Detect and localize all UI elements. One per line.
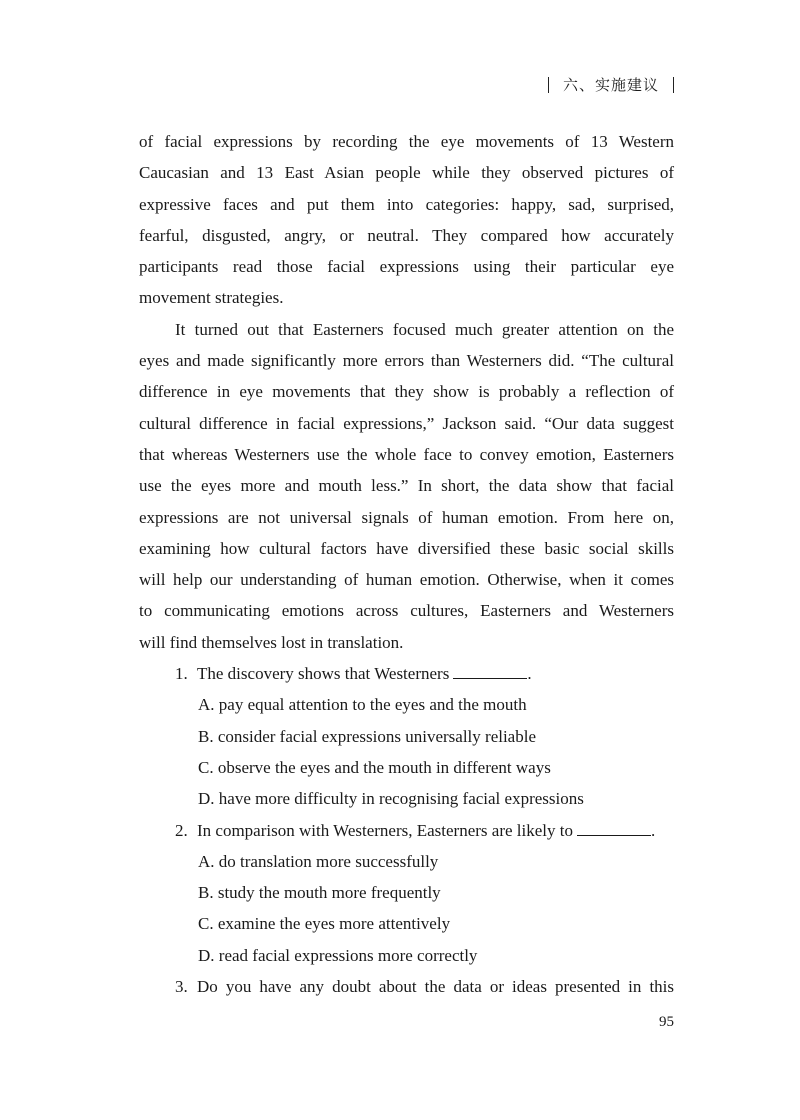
page-body	[139, 126, 674, 1002]
text-line: cultural difference in facial expressions,” Jackson said. “Our data suggest	[139, 413, 674, 433]
text-line: difference in eye movements that they show is probably a reflection of	[139, 382, 674, 402]
answer-blank	[577, 818, 651, 836]
text-line: It turned out that Easterners focused much greater attention on the	[175, 319, 674, 339]
paragraph-continued	[139, 126, 674, 314]
question-stem-text: In comparison with Westerners, Easterners are likely to	[197, 820, 573, 840]
question-number: 3.	[175, 977, 188, 997]
question-text	[197, 815, 674, 846]
page-number: 95	[659, 1014, 674, 1030]
option-c: C. examine the eyes more attentively	[198, 914, 451, 934]
question-stem	[139, 971, 674, 1002]
question-text	[197, 658, 674, 689]
text-line: use the eyes more and mouth less.” In short, the data show that facial	[139, 476, 674, 496]
option-b: B. consider facial expressions universally reliable	[198, 726, 536, 746]
header-divider-left	[548, 77, 549, 93]
option-a: A. pay equal attention to the eyes and the mouth	[198, 695, 527, 715]
question-stem-text: The discovery shows that Westerners	[197, 664, 450, 684]
question-number: 1.	[175, 664, 188, 684]
question-2	[139, 815, 674, 971]
section-title: 六、实施建议	[562, 76, 659, 94]
question-text: Do you have any doubt about the data or ideas presented in this	[197, 977, 674, 997]
text-line: expressive faces and put them into categories: happy, sad, surprised,	[139, 194, 674, 214]
question-stem	[139, 658, 674, 689]
paragraph	[139, 314, 674, 658]
text-line: movement strategies.	[139, 288, 284, 308]
text-line: participants read those facial expressions using their particular eye	[139, 257, 674, 277]
question-1	[139, 658, 674, 814]
text-line: to communicating emotions across cultures, Easterners and Westerners	[139, 601, 674, 621]
question-stem-end: .	[650, 820, 656, 840]
option-d: D. have more difficulty in recognising facial expressions	[198, 789, 584, 809]
text-line: fearful, disgusted, angry, or neutral. They compared how accurately	[139, 225, 674, 245]
question-3	[139, 971, 674, 1002]
text-line: Caucasian and 13 East Asian people while they observed pictures of	[139, 163, 674, 183]
option-a: A. do translation more successfully	[198, 851, 439, 871]
option-b: B. study the mouth more frequently	[198, 883, 441, 903]
text-line: examining how cultural factors have diversified these basic social skills	[139, 538, 674, 558]
question-list	[139, 658, 674, 1002]
text-line: that whereas Westerners use the whole face to convey emotion, Easterners	[139, 444, 674, 464]
text-line: will help our understanding of human emotion. Otherwise, when it comes	[139, 570, 674, 590]
question-stem-end: .	[527, 664, 532, 684]
text-line: will find themselves lost in translation.	[139, 632, 404, 652]
running-header	[548, 74, 674, 95]
answer-blank	[453, 661, 527, 679]
question-number: 2.	[175, 820, 188, 840]
text-line: expressions are not universal signals of human emotion. From here on,	[139, 507, 674, 527]
option-d: D. read facial expressions more correctly	[198, 945, 478, 965]
option-c: C. observe the eyes and the mouth in different ways	[198, 757, 551, 777]
question-stem	[139, 815, 674, 846]
text-line: eyes and made significantly more errors than Westerners did. “The cultural	[139, 351, 674, 371]
text-line: of facial expressions by recording the eye movements of 13 Western	[139, 132, 674, 151]
header-divider-right	[673, 77, 674, 93]
